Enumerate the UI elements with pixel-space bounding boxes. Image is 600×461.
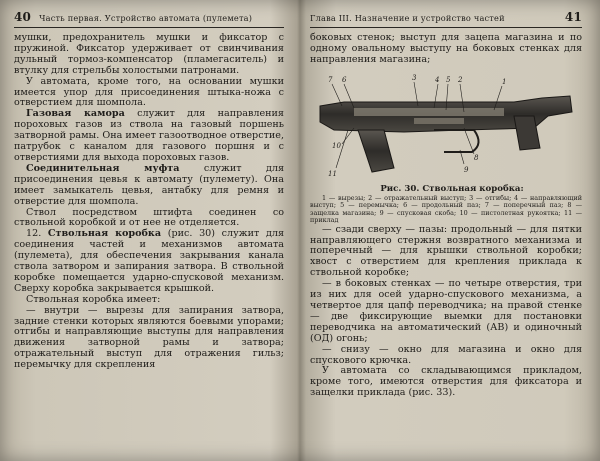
left-paragraph-1: мушки, предохранитель мушки и фиксатор с пружиной. Фиксатор удерживает от свинчивания дульный тормоз-компенсатор (пламегаситель) и втулку для стрельбы холостыми патронами.: [14, 32, 284, 76]
figure-label-4: 4: [435, 75, 440, 84]
right-paragraph-2: — в боковых стенках — по четыре отверстия, три из них для осей ударно-спускового механизма, а четвертое для цапф переводчика; на правой стенке — две фиксирующие выемки для постановки переводчика на автоматический (АВ) и одиночный (ОД) огонь;: [310, 278, 582, 344]
figure-legend: 1 — вырезы; 2 — отражательный выступ; 3 — отгибы; 4 — направляющий выступ; 5 — перемычка; 6 — продольный паз; 7 — поперечный паз; 8 — защелка магазина; 9 — спусковая скоба; 10 — пистолетная рукоятка; 11 — приклад: [310, 193, 582, 225]
left-head-title: Часть первая. Устройство автомата (пулемета): [39, 13, 253, 23]
figure-caption: Рис. 30. Ствольная коробка:: [380, 183, 524, 194]
left-paragraph-4: [14, 164, 284, 208]
receiver-drawing-icon: [314, 72, 576, 180]
right-running-head: [310, 10, 582, 24]
right-paragraph-top: боковых стенок; выступ для зацепа магазина и по одному овальному выступу на боковых стенках для направления магазина;: [310, 32, 582, 65]
figure-label-11: 11: [328, 169, 337, 178]
receiver-text: (рис. 30) служит для соединения частей и механизмов автомата (пулемета), для обеспечения закрывания канала ствола затвором и запирания затвора. В ствольной коробке помещается ударно-спусковой механизм. Сверху коробка закрывается крышкой.: [14, 228, 284, 294]
right-page-number: 41: [564, 10, 582, 24]
gas-chamber-term: Газовая камора: [26, 108, 125, 120]
left-running-head: [14, 10, 284, 24]
figure-label-1: 1: [502, 77, 507, 86]
figure-label-5: 5: [446, 75, 451, 84]
figure-label-7: 7: [328, 75, 333, 84]
receiver-term: Ствольная коробка: [47, 228, 162, 240]
right-head-title: Глава III. Назначение и устройство частей: [310, 13, 505, 23]
left-page-number: 40: [14, 10, 32, 24]
coupling-text: служит для присоединения цевья к автомату (пулемету). Она имеет замыкатель цевья, антабку для ремня и отверстие для шомпола.: [14, 162, 284, 207]
receiver-figure: [314, 72, 576, 180]
left-paragraph-5: Ствол посредством штифта соединен со ствольной коробкой и от нее не отделяется.: [14, 206, 284, 229]
left-head-rule: [14, 27, 284, 28]
left-page: [14, 0, 284, 461]
right-paragraph-4: У автомата со складывающимся прикладом, кроме того, имеются отверстия для фиксатора и защелки приклада (рис. 33).: [310, 365, 582, 399]
right-paragraph-3: — снизу — окно для магазина и окно для спускового крючка.: [310, 343, 582, 366]
right-head-rule: [310, 27, 582, 28]
receiver-number: 12.: [26, 228, 48, 240]
figure-label-10: 10: [332, 141, 341, 150]
left-paragraph-7: Ствольная коробка имеет:: [26, 293, 161, 305]
figure-label-3: 3: [412, 73, 417, 82]
right-body-text: [310, 33, 582, 399]
left-paragraph-2: У автомата, кроме того, на основании мушки имеется упор для присоединения штыка-ножа с отверстием для шомпола.: [14, 75, 284, 109]
figure-label-6: 6: [342, 75, 347, 84]
right-paragraph-1: — сзади сверху — пазы: продольный — для пятки направляющего стержня возвратного механизма и поперечный — для крышки ствольной коробки; хвост с отверстием для крепления приклада к ствольной коробке;: [310, 223, 582, 279]
left-paragraph-6: [14, 229, 284, 294]
left-paragraph-8: — внутри — вырезы для запирания затвора, задние стенки которых являются боевыми упорами; отгибы и направляющие выступы для направления движения затворной рамы и затвора; отражательный выступ для отражения гильз; перемычку для скрепления: [14, 304, 284, 371]
figure-label-8: 8: [474, 153, 479, 162]
gas-chamber-text: служит для направления пороховых газов из ствола на газовый поршень затворной рамы. Она имеет газоотводное отверстие, патрубок с каналом для газового поршня и с отверстиями для выхода пороховых газов.: [14, 108, 284, 163]
right-page: [310, 0, 582, 461]
figure-label-2: 2: [458, 75, 463, 84]
coupling-term: Соединительная муфта: [26, 162, 180, 174]
left-body-text: [14, 33, 284, 371]
left-paragraph-3: [14, 109, 284, 164]
figure-label-9: 9: [464, 165, 469, 174]
